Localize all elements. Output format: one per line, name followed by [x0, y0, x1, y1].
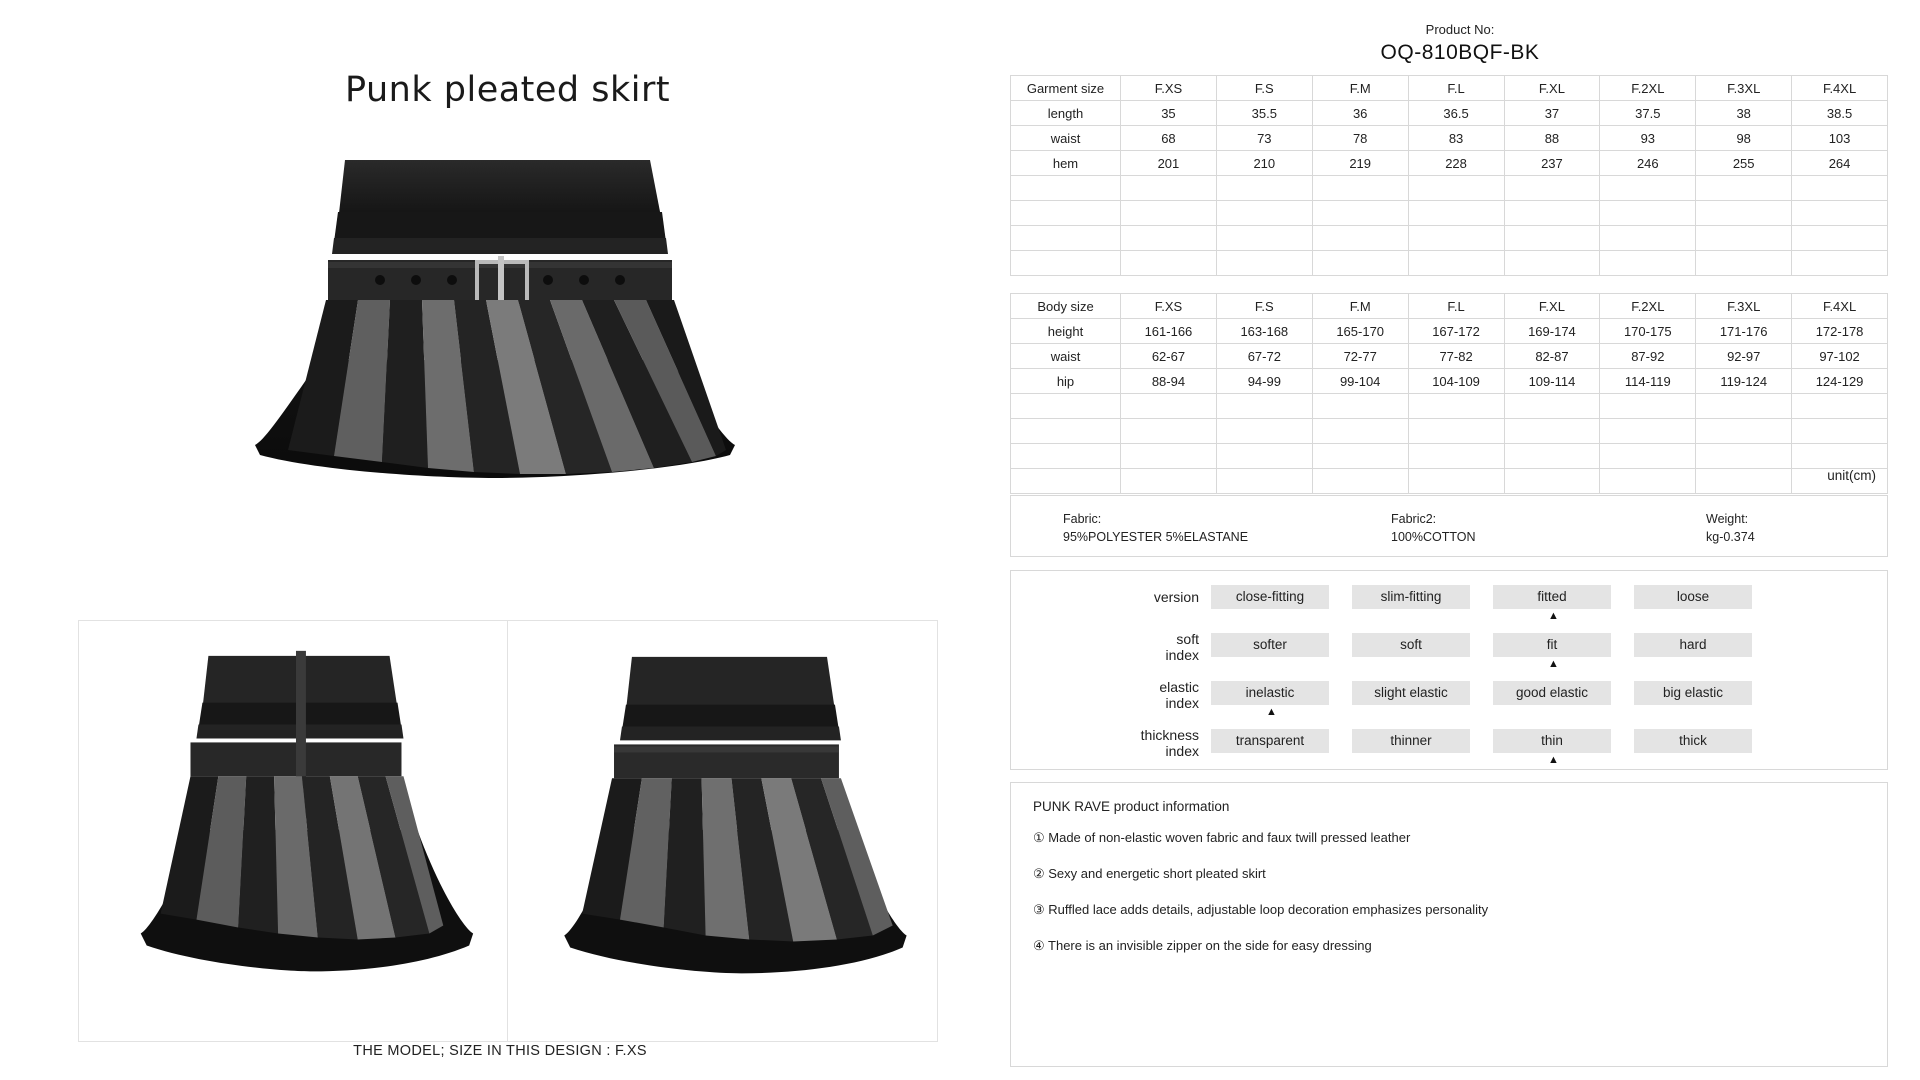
cell: 172-178 [1792, 319, 1888, 344]
page-title: Punk pleated skirt [345, 70, 671, 110]
fabric1-value: 95%POLYESTER 5%ELASTANE [1063, 530, 1249, 545]
option-close-fitting[interactable]: close-fitting [1211, 585, 1329, 609]
cell: 93 [1600, 126, 1696, 151]
cell: 103 [1792, 126, 1888, 151]
cell: 119-124 [1696, 369, 1792, 394]
table-row-empty [1011, 394, 1888, 419]
col-f2xl: F.2XL [1600, 294, 1696, 319]
cell: 67-72 [1216, 344, 1312, 369]
cell: 246 [1600, 151, 1696, 176]
option-big-elastic[interactable]: big elastic [1634, 681, 1752, 705]
cell: 73 [1216, 126, 1312, 151]
col-fxl: F.XL [1504, 294, 1600, 319]
cell: 36.5 [1408, 101, 1504, 126]
selected-marker-elastic: ▲ [1266, 706, 1277, 718]
col-f3xl: F.3XL [1696, 294, 1792, 319]
body-size-header: Body size [1011, 294, 1121, 319]
index-row-thickness [1011, 729, 1889, 775]
cell: 167-172 [1408, 319, 1504, 344]
cell: 219 [1312, 151, 1408, 176]
table-row [1011, 319, 1888, 344]
table-row-empty [1011, 176, 1888, 201]
table-row-empty [1011, 251, 1888, 276]
col-fm: F.M [1312, 76, 1408, 101]
cell: 87-92 [1600, 344, 1696, 369]
product-information-line: ③ Ruffled lace adds details, adjustable loop decoration emphasizes personality [1033, 902, 1489, 917]
product-number-label: Product No: [1425, 22, 1495, 37]
index-label-version: version [1153, 589, 1199, 605]
col-f3xl: F.3XL [1696, 76, 1792, 101]
cell: 114-119 [1600, 369, 1696, 394]
index-label-soft-line1: soft [1176, 631, 1199, 647]
cell: 165-170 [1312, 319, 1408, 344]
table-row-empty [1011, 201, 1888, 226]
fabric2-block [1391, 510, 1476, 546]
cell: 36 [1312, 101, 1408, 126]
table-row-empty [1011, 226, 1888, 251]
table-row [1011, 101, 1888, 126]
row-label-waist: waist [1011, 344, 1121, 369]
cell: 99-104 [1312, 369, 1408, 394]
cell: 210 [1216, 151, 1312, 176]
cell: 38.5 [1792, 101, 1888, 126]
cell: 264 [1792, 151, 1888, 176]
garment-size-table [1010, 75, 1888, 276]
cell: 124-129 [1792, 369, 1888, 394]
weight-value: kg-0.374 [1706, 530, 1755, 545]
col-fxs: F.XS [1121, 76, 1217, 101]
hero-product-photo [230, 150, 770, 580]
cell: 88-94 [1121, 369, 1217, 394]
index-label-thickness-line1: thickness [1140, 727, 1199, 743]
cell: 98 [1696, 126, 1792, 151]
index-row-elastic [1011, 681, 1889, 727]
cell: 72-77 [1312, 344, 1408, 369]
cell: 97-102 [1792, 344, 1888, 369]
col-fxl: F.XL [1504, 76, 1600, 101]
cell: 78 [1312, 126, 1408, 151]
skirt-side-illustration [508, 621, 937, 1041]
cell: 62-67 [1121, 344, 1217, 369]
col-fs: F.S [1216, 294, 1312, 319]
table-row [1011, 344, 1888, 369]
option-hard[interactable]: hard [1634, 633, 1752, 657]
option-loose[interactable]: loose [1634, 585, 1752, 609]
row-label-length: length [1011, 101, 1121, 126]
option-inelastic[interactable]: inelastic [1211, 681, 1329, 705]
cell: 37.5 [1600, 101, 1696, 126]
cell: 104-109 [1408, 369, 1504, 394]
fabric1-block [1063, 510, 1248, 546]
cell: 35.5 [1216, 101, 1312, 126]
index-label-soft-line2: index [1165, 647, 1199, 664]
cell: 109-114 [1504, 369, 1600, 394]
body-size-table [1010, 293, 1888, 494]
col-fl: F.L [1408, 76, 1504, 101]
cell: 92-97 [1696, 344, 1792, 369]
option-soft[interactable]: soft [1352, 633, 1470, 657]
index-row-version [1011, 585, 1889, 631]
product-information-box [1010, 782, 1888, 1067]
thumbnail-row [78, 620, 938, 1042]
col-fm: F.M [1312, 294, 1408, 319]
fit-index-box [1010, 570, 1888, 770]
garment-size-header: Garment size [1011, 76, 1121, 101]
unit-label: unit(cm) [1827, 468, 1876, 483]
product-information-line: ② Sexy and energetic short pleated skirt [1033, 866, 1266, 881]
cell: 38 [1696, 101, 1792, 126]
col-fs: F.S [1216, 76, 1312, 101]
weight-block [1706, 510, 1755, 546]
cell: 169-174 [1504, 319, 1600, 344]
col-fxs: F.XS [1121, 294, 1217, 319]
fabric2-label: Fabric2: [1391, 512, 1437, 526]
cell: 82-87 [1504, 344, 1600, 369]
fabric2-value: 100%COTTON [1391, 530, 1476, 545]
thumbnail-back-view[interactable] [78, 620, 508, 1042]
col-f4xl: F.4XL [1792, 294, 1888, 319]
selected-marker-version: ▲ [1548, 610, 1559, 622]
index-label-elastic [1071, 679, 1199, 711]
col-f4xl: F.4XL [1792, 76, 1888, 101]
table-row [1011, 369, 1888, 394]
option-thick[interactable]: thick [1634, 729, 1752, 753]
cell: 37 [1504, 101, 1600, 126]
cell: 237 [1504, 151, 1600, 176]
cell: 171-176 [1696, 319, 1792, 344]
fabric-info-box [1010, 495, 1888, 557]
skirt-back-illustration [79, 621, 507, 1041]
product-information-title: PUNK RAVE product information [1033, 799, 1230, 814]
row-label-waist: waist [1011, 126, 1121, 151]
row-label-height: height [1011, 319, 1121, 344]
skirt-front-illustration [230, 150, 770, 580]
index-label-soft [1071, 631, 1199, 663]
spec-panel [1010, 0, 1910, 1080]
model-size-note: THE MODEL; SIZE IN THIS DESIGN : F.XS [353, 1043, 647, 1059]
index-label-thickness-line2: index [1165, 743, 1199, 760]
product-information-line: ① Made of non-elastic woven fabric and faux twill pressed leather [1033, 830, 1411, 845]
table-row-empty [1011, 419, 1888, 444]
fabric1-label: Fabric: [1063, 512, 1102, 526]
option-fitted[interactable]: fitted [1493, 585, 1611, 609]
option-thinner[interactable]: thinner [1352, 729, 1470, 753]
option-fit[interactable]: fit [1493, 633, 1611, 657]
table-row-header [1011, 294, 1888, 319]
cell: 201 [1121, 151, 1217, 176]
cell: 83 [1408, 126, 1504, 151]
selected-marker-thickness: ▲ [1548, 754, 1559, 766]
col-f2xl: F.2XL [1600, 76, 1696, 101]
table-row-empty [1011, 444, 1888, 469]
option-good-elastic[interactable]: good elastic [1493, 681, 1611, 705]
table-row-header [1011, 76, 1888, 101]
col-fl: F.L [1408, 294, 1504, 319]
cell: 170-175 [1600, 319, 1696, 344]
product-number-value: OQ-810BQF-BK [1380, 41, 1540, 64]
product-number [1010, 22, 1910, 65]
option-slim-fitting[interactable]: slim-fitting [1352, 585, 1470, 609]
weight-label: Weight: [1706, 512, 1749, 526]
row-label-hip: hip [1011, 369, 1121, 394]
table-row [1011, 151, 1888, 176]
index-row-soft [1011, 633, 1889, 679]
index-label-elastic-line1: elastic [1159, 679, 1199, 695]
index-label-thickness [1071, 727, 1199, 759]
index-label-elastic-line2: index [1165, 695, 1199, 712]
cell: 35 [1121, 101, 1217, 126]
option-slight-elastic[interactable]: slight elastic [1352, 681, 1470, 705]
cell: 77-82 [1408, 344, 1504, 369]
option-thin[interactable]: thin [1493, 729, 1611, 753]
product-information-line: ④ There is an invisible zipper on the side for easy dressing [1033, 938, 1372, 953]
selected-marker-soft: ▲ [1548, 658, 1559, 670]
cell: 161-166 [1121, 319, 1217, 344]
option-softer[interactable]: softer [1211, 633, 1329, 657]
cell: 68 [1121, 126, 1217, 151]
cell: 94-99 [1216, 369, 1312, 394]
cell: 228 [1408, 151, 1504, 176]
table-row [1011, 126, 1888, 151]
option-transparent[interactable]: transparent [1211, 729, 1329, 753]
cell: 88 [1504, 126, 1600, 151]
thumbnail-side-view[interactable] [508, 620, 938, 1042]
cell: 163-168 [1216, 319, 1312, 344]
row-label-hem: hem [1011, 151, 1121, 176]
cell: 255 [1696, 151, 1792, 176]
